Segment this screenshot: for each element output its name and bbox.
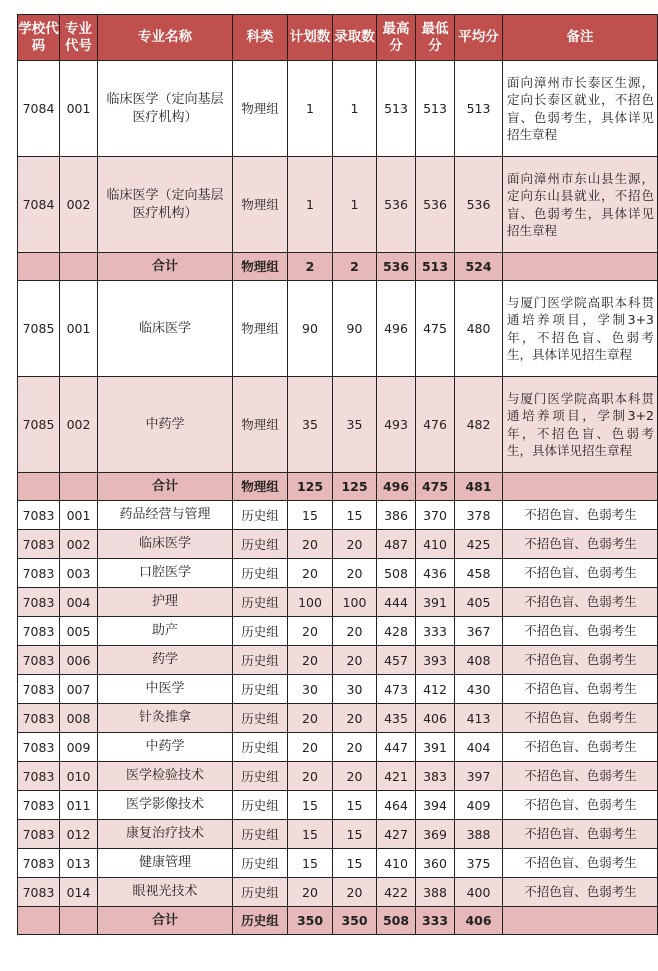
school-code-cell: 7083 xyxy=(18,675,60,704)
table-body xyxy=(18,61,658,935)
note-cell: 不招色盲、色弱考生 xyxy=(503,559,658,588)
max-score-cell: 457 xyxy=(377,646,416,675)
major-name-cell: 合计 xyxy=(98,473,233,501)
school-code-cell xyxy=(18,253,60,281)
subtotal-row xyxy=(18,473,658,501)
header-school-code: 学校代码 xyxy=(18,15,60,61)
max-score-cell: 508 xyxy=(377,559,416,588)
note-cell: 与厦门医学院高职本科贯通培养项目，学制3+2年，不招色盲、色弱考生，具体详见招生章程 xyxy=(503,377,658,473)
max-score-cell: 464 xyxy=(377,791,416,820)
max-score-cell: 427 xyxy=(377,820,416,849)
major-code-cell: 008 xyxy=(60,704,98,733)
major-code-cell: 010 xyxy=(60,762,98,791)
max-score-cell: 410 xyxy=(377,849,416,878)
note-cell: 不招色盲、色弱考生 xyxy=(503,791,658,820)
plan-cell: 20 xyxy=(288,559,333,588)
major-code-cell xyxy=(60,907,98,935)
plan-cell: 90 xyxy=(288,281,333,377)
major-code-cell: 012 xyxy=(60,820,98,849)
plan-cell: 20 xyxy=(288,733,333,762)
min-score-cell: 360 xyxy=(416,849,455,878)
table-row xyxy=(18,61,658,157)
header-plan: 计划数 xyxy=(288,15,333,61)
min-score-cell: 369 xyxy=(416,820,455,849)
note-cell xyxy=(503,907,658,935)
avg-score-cell: 524 xyxy=(455,253,503,281)
admission-score-table xyxy=(17,14,658,935)
min-score-cell: 333 xyxy=(416,907,455,935)
header-major-code: 专业代号 xyxy=(60,15,98,61)
major-name-cell: 中药学 xyxy=(98,733,233,762)
track-cell: 历史组 xyxy=(233,559,288,588)
track-cell: 历史组 xyxy=(233,675,288,704)
track-cell: 历史组 xyxy=(233,820,288,849)
school-code-cell: 7084 xyxy=(18,61,60,157)
plan-cell: 125 xyxy=(288,473,333,501)
max-score-cell: 435 xyxy=(377,704,416,733)
major-name-cell: 健康管理 xyxy=(98,849,233,878)
major-name-cell: 临床医学（定向基层医疗机构） xyxy=(98,61,233,157)
header-avg-score: 平均分 xyxy=(455,15,503,61)
plan-cell: 1 xyxy=(288,157,333,253)
table-row xyxy=(18,530,658,559)
admitted-cell: 20 xyxy=(333,704,377,733)
school-code-cell: 7083 xyxy=(18,588,60,617)
school-code-cell: 7083 xyxy=(18,849,60,878)
plan-cell: 15 xyxy=(288,501,333,530)
track-cell: 历史组 xyxy=(233,878,288,907)
track-cell: 历史组 xyxy=(233,907,288,935)
school-code-cell: 7083 xyxy=(18,530,60,559)
note-cell: 与厦门医学院高职本科贯通培养项目，学制3+3年，不招色盲、色弱考生，具体详见招生章程 xyxy=(503,281,658,377)
school-code-cell: 7083 xyxy=(18,878,60,907)
school-code-cell: 7083 xyxy=(18,617,60,646)
major-name-cell: 中药学 xyxy=(98,377,233,473)
admitted-cell: 90 xyxy=(333,281,377,377)
admitted-cell: 20 xyxy=(333,617,377,646)
min-score-cell: 536 xyxy=(416,157,455,253)
max-score-cell: 444 xyxy=(377,588,416,617)
max-score-cell: 508 xyxy=(377,907,416,935)
note-cell: 不招色盲、色弱考生 xyxy=(503,675,658,704)
avg-score-cell: 406 xyxy=(455,907,503,935)
school-code-cell xyxy=(18,907,60,935)
header-admitted: 录取数 xyxy=(333,15,377,61)
min-score-cell: 475 xyxy=(416,281,455,377)
school-code-cell: 7083 xyxy=(18,791,60,820)
max-score-cell: 447 xyxy=(377,733,416,762)
plan-cell: 15 xyxy=(288,820,333,849)
major-code-cell: 004 xyxy=(60,588,98,617)
major-code-cell: 009 xyxy=(60,733,98,762)
admitted-cell: 20 xyxy=(333,878,377,907)
note-cell: 不招色盲、色弱考生 xyxy=(503,704,658,733)
table-row xyxy=(18,675,658,704)
table-row xyxy=(18,559,658,588)
note-cell: 不招色盲、色弱考生 xyxy=(503,588,658,617)
school-code-cell: 7083 xyxy=(18,820,60,849)
table-row xyxy=(18,501,658,530)
min-score-cell: 410 xyxy=(416,530,455,559)
header-row xyxy=(18,15,658,61)
min-score-cell: 333 xyxy=(416,617,455,646)
track-cell: 物理组 xyxy=(233,253,288,281)
major-code-cell: 001 xyxy=(60,501,98,530)
major-code-cell xyxy=(60,253,98,281)
note-cell: 不招色盲、色弱考生 xyxy=(503,646,658,675)
max-score-cell: 422 xyxy=(377,878,416,907)
admitted-cell: 20 xyxy=(333,646,377,675)
avg-score-cell: 378 xyxy=(455,501,503,530)
max-score-cell: 421 xyxy=(377,762,416,791)
note-cell: 不招色盲、色弱考生 xyxy=(503,762,658,791)
school-code-cell: 7085 xyxy=(18,377,60,473)
header-major-name: 专业名称 xyxy=(98,15,233,61)
min-score-cell: 513 xyxy=(416,253,455,281)
avg-score-cell: 367 xyxy=(455,617,503,646)
track-cell: 历史组 xyxy=(233,791,288,820)
major-name-cell: 针灸推拿 xyxy=(98,704,233,733)
note-cell: 不招色盲、色弱考生 xyxy=(503,501,658,530)
major-code-cell: 002 xyxy=(60,157,98,253)
max-score-cell: 496 xyxy=(377,281,416,377)
note-cell: 面向漳州市东山县生源，定向东山县就业，不招色盲、色弱考生，具体详见招生章程 xyxy=(503,157,658,253)
avg-score-cell: 482 xyxy=(455,377,503,473)
min-score-cell: 476 xyxy=(416,377,455,473)
note-cell: 不招色盲、色弱考生 xyxy=(503,733,658,762)
major-name-cell: 助产 xyxy=(98,617,233,646)
track-cell: 物理组 xyxy=(233,473,288,501)
avg-score-cell: 481 xyxy=(455,473,503,501)
admitted-cell: 20 xyxy=(333,530,377,559)
admitted-cell: 350 xyxy=(333,907,377,935)
track-cell: 历史组 xyxy=(233,762,288,791)
school-code-cell: 7083 xyxy=(18,704,60,733)
major-name-cell: 药品经营与管理 xyxy=(98,501,233,530)
min-score-cell: 370 xyxy=(416,501,455,530)
major-name-cell: 合计 xyxy=(98,907,233,935)
max-score-cell: 386 xyxy=(377,501,416,530)
school-code-cell: 7083 xyxy=(18,762,60,791)
major-name-cell: 医学检验技术 xyxy=(98,762,233,791)
track-cell: 历史组 xyxy=(233,617,288,646)
subtotal-row xyxy=(18,253,658,281)
avg-score-cell: 388 xyxy=(455,820,503,849)
school-code-cell: 7085 xyxy=(18,281,60,377)
plan-cell: 20 xyxy=(288,646,333,675)
major-code-cell: 002 xyxy=(60,377,98,473)
table-row xyxy=(18,281,658,377)
avg-score-cell: 480 xyxy=(455,281,503,377)
track-cell: 物理组 xyxy=(233,281,288,377)
school-code-cell: 7084 xyxy=(18,157,60,253)
major-name-cell: 康复治疗技术 xyxy=(98,820,233,849)
table-row xyxy=(18,849,658,878)
major-code-cell: 011 xyxy=(60,791,98,820)
school-code-cell: 7083 xyxy=(18,559,60,588)
avg-score-cell: 408 xyxy=(455,646,503,675)
admitted-cell: 15 xyxy=(333,791,377,820)
track-cell: 历史组 xyxy=(233,704,288,733)
major-code-cell: 005 xyxy=(60,617,98,646)
major-name-cell: 护理 xyxy=(98,588,233,617)
max-score-cell: 496 xyxy=(377,473,416,501)
min-score-cell: 383 xyxy=(416,762,455,791)
school-code-cell: 7083 xyxy=(18,733,60,762)
avg-score-cell: 397 xyxy=(455,762,503,791)
max-score-cell: 536 xyxy=(377,253,416,281)
track-cell: 物理组 xyxy=(233,377,288,473)
major-code-cell: 001 xyxy=(60,281,98,377)
note-cell: 不招色盲、色弱考生 xyxy=(503,530,658,559)
min-score-cell: 394 xyxy=(416,791,455,820)
max-score-cell: 487 xyxy=(377,530,416,559)
track-cell: 历史组 xyxy=(233,733,288,762)
admitted-cell: 2 xyxy=(333,253,377,281)
table-row xyxy=(18,820,658,849)
admitted-cell: 30 xyxy=(333,675,377,704)
min-score-cell: 391 xyxy=(416,733,455,762)
table-row xyxy=(18,617,658,646)
plan-cell: 20 xyxy=(288,762,333,791)
admitted-cell: 15 xyxy=(333,849,377,878)
track-cell: 历史组 xyxy=(233,588,288,617)
note-cell: 不招色盲、色弱考生 xyxy=(503,849,658,878)
header-max-score: 最高分 xyxy=(377,15,416,61)
header-track: 科类 xyxy=(233,15,288,61)
school-code-cell xyxy=(18,473,60,501)
plan-cell: 35 xyxy=(288,377,333,473)
major-name-cell: 药学 xyxy=(98,646,233,675)
max-score-cell: 473 xyxy=(377,675,416,704)
min-score-cell: 391 xyxy=(416,588,455,617)
admitted-cell: 20 xyxy=(333,559,377,588)
avg-score-cell: 458 xyxy=(455,559,503,588)
min-score-cell: 406 xyxy=(416,704,455,733)
note-cell: 不招色盲、色弱考生 xyxy=(503,617,658,646)
admitted-cell: 1 xyxy=(333,61,377,157)
max-score-cell: 428 xyxy=(377,617,416,646)
table-row xyxy=(18,588,658,617)
major-code-cell: 001 xyxy=(60,61,98,157)
admitted-cell: 125 xyxy=(333,473,377,501)
min-score-cell: 412 xyxy=(416,675,455,704)
header-note: 备注 xyxy=(503,15,658,61)
admitted-cell: 20 xyxy=(333,733,377,762)
track-cell: 物理组 xyxy=(233,61,288,157)
note-cell: 面向漳州市长泰区生源，定向长泰区就业，不招色盲、色弱考生，具体详见招生章程 xyxy=(503,61,658,157)
plan-cell: 15 xyxy=(288,849,333,878)
track-cell: 历史组 xyxy=(233,646,288,675)
max-score-cell: 513 xyxy=(377,61,416,157)
subtotal-row xyxy=(18,907,658,935)
header-min-score: 最低分 xyxy=(416,15,455,61)
major-code-cell: 014 xyxy=(60,878,98,907)
plan-cell: 20 xyxy=(288,530,333,559)
table-row xyxy=(18,646,658,675)
avg-score-cell: 405 xyxy=(455,588,503,617)
admitted-cell: 1 xyxy=(333,157,377,253)
track-cell: 历史组 xyxy=(233,849,288,878)
avg-score-cell: 375 xyxy=(455,849,503,878)
note-cell xyxy=(503,473,658,501)
table-row xyxy=(18,377,658,473)
major-name-cell: 合计 xyxy=(98,253,233,281)
plan-cell: 100 xyxy=(288,588,333,617)
school-code-cell: 7083 xyxy=(18,646,60,675)
major-name-cell: 医学影像技术 xyxy=(98,791,233,820)
avg-score-cell: 400 xyxy=(455,878,503,907)
min-score-cell: 513 xyxy=(416,61,455,157)
track-cell: 物理组 xyxy=(233,157,288,253)
plan-cell: 1 xyxy=(288,61,333,157)
major-code-cell: 006 xyxy=(60,646,98,675)
avg-score-cell: 536 xyxy=(455,157,503,253)
table-row xyxy=(18,704,658,733)
major-code-cell xyxy=(60,473,98,501)
min-score-cell: 393 xyxy=(416,646,455,675)
track-cell: 历史组 xyxy=(233,501,288,530)
school-code-cell: 7083 xyxy=(18,501,60,530)
note-cell: 不招色盲、色弱考生 xyxy=(503,878,658,907)
avg-score-cell: 430 xyxy=(455,675,503,704)
plan-cell: 15 xyxy=(288,791,333,820)
min-score-cell: 436 xyxy=(416,559,455,588)
major-name-cell: 口腔医学 xyxy=(98,559,233,588)
avg-score-cell: 404 xyxy=(455,733,503,762)
plan-cell: 20 xyxy=(288,704,333,733)
major-code-cell: 003 xyxy=(60,559,98,588)
table-row xyxy=(18,733,658,762)
plan-cell: 350 xyxy=(288,907,333,935)
major-name-cell: 临床医学 xyxy=(98,281,233,377)
plan-cell: 20 xyxy=(288,878,333,907)
table-row xyxy=(18,762,658,791)
admitted-cell: 35 xyxy=(333,377,377,473)
avg-score-cell: 513 xyxy=(455,61,503,157)
major-code-cell: 007 xyxy=(60,675,98,704)
min-score-cell: 388 xyxy=(416,878,455,907)
note-cell xyxy=(503,253,658,281)
avg-score-cell: 409 xyxy=(455,791,503,820)
plan-cell: 2 xyxy=(288,253,333,281)
plan-cell: 20 xyxy=(288,617,333,646)
max-score-cell: 493 xyxy=(377,377,416,473)
note-cell: 不招色盲、色弱考生 xyxy=(503,820,658,849)
major-name-cell: 中医学 xyxy=(98,675,233,704)
major-code-cell: 002 xyxy=(60,530,98,559)
major-name-cell: 眼视光技术 xyxy=(98,878,233,907)
major-name-cell: 临床医学 xyxy=(98,530,233,559)
avg-score-cell: 413 xyxy=(455,704,503,733)
table-row xyxy=(18,791,658,820)
admitted-cell: 15 xyxy=(333,820,377,849)
avg-score-cell: 425 xyxy=(455,530,503,559)
min-score-cell: 475 xyxy=(416,473,455,501)
max-score-cell: 536 xyxy=(377,157,416,253)
table-row xyxy=(18,157,658,253)
table-row xyxy=(18,878,658,907)
admitted-cell: 15 xyxy=(333,501,377,530)
admitted-cell: 20 xyxy=(333,762,377,791)
admitted-cell: 100 xyxy=(333,588,377,617)
major-name-cell: 临床医学（定向基层医疗机构） xyxy=(98,157,233,253)
track-cell: 历史组 xyxy=(233,530,288,559)
major-code-cell: 013 xyxy=(60,849,98,878)
plan-cell: 30 xyxy=(288,675,333,704)
